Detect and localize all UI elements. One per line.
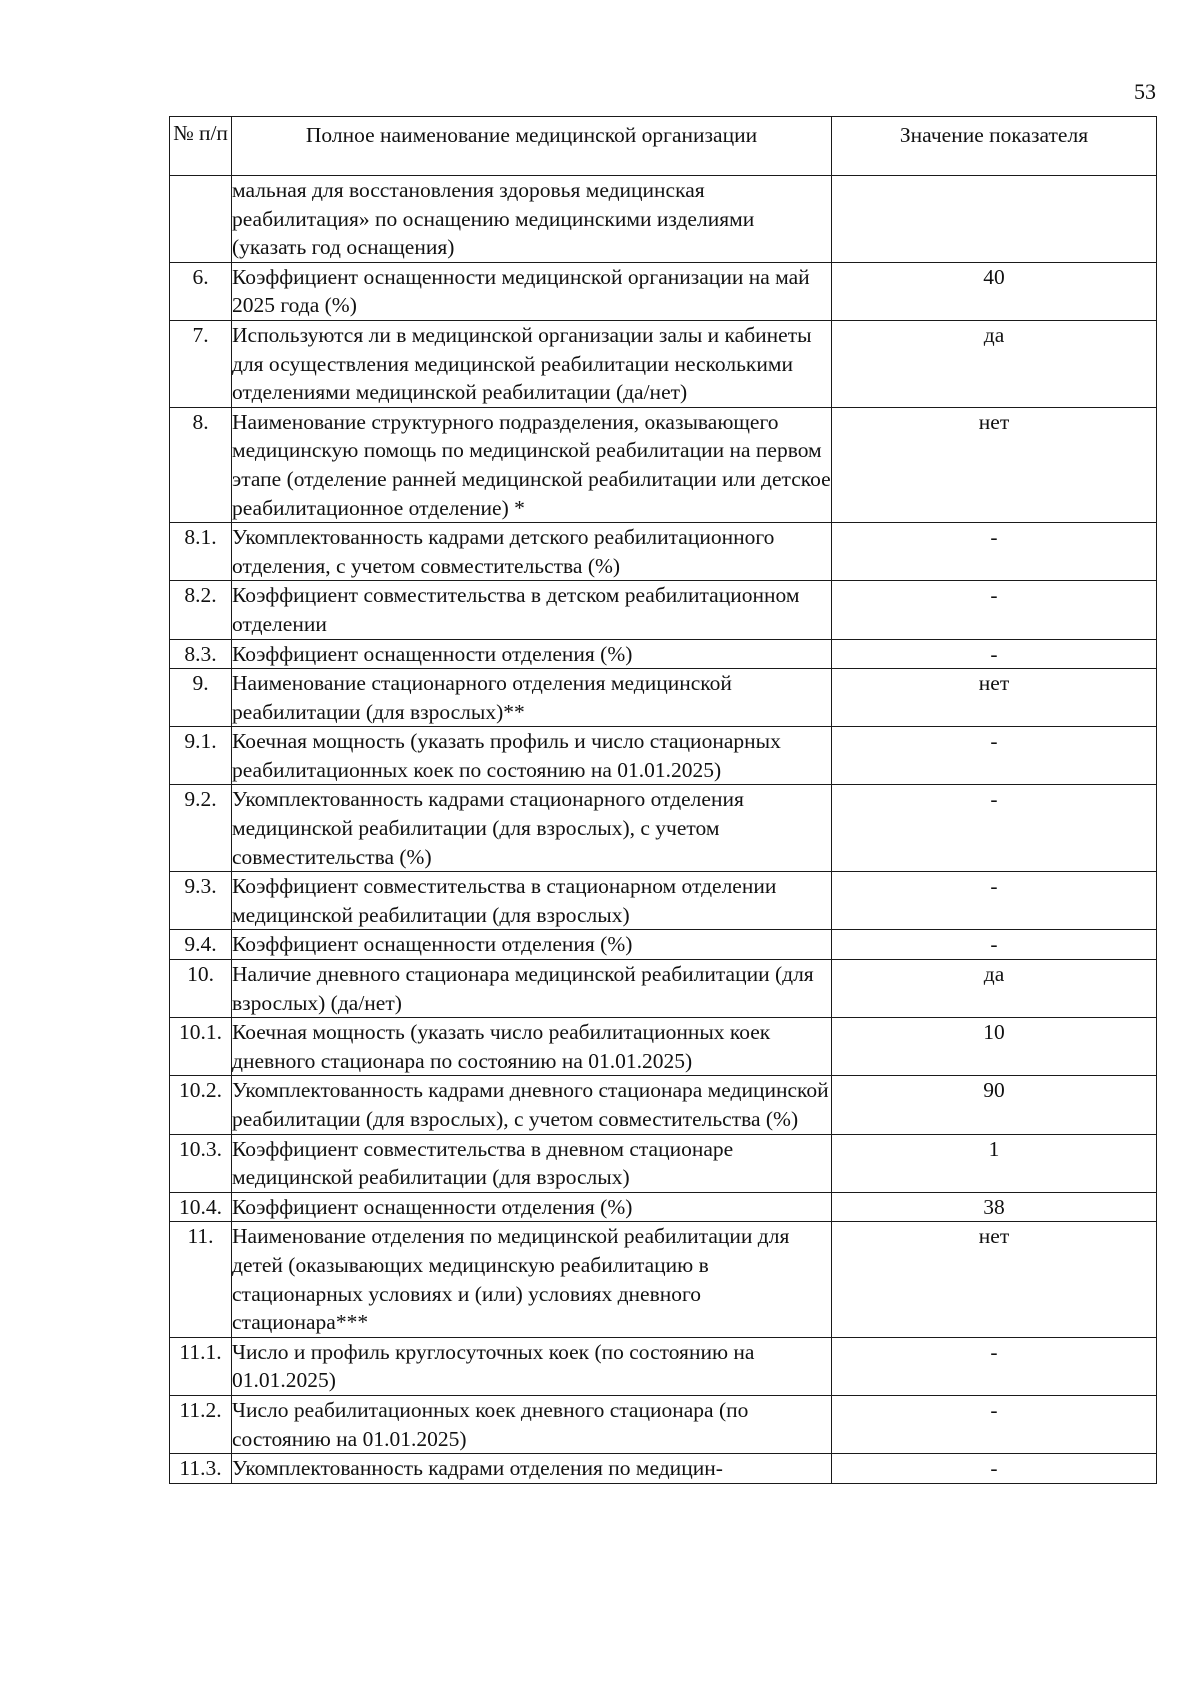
row-number: 7. (170, 320, 232, 407)
row-name: Коечная мощность (указать профиль и число стационарных реабилитационных коек по состоянию на 01.01.2025) (232, 727, 832, 785)
row-value (832, 176, 1157, 263)
row-name: Коэффициент оснащенности отделения (%) (232, 1192, 832, 1222)
row-name: Наименование стационарного отделения медицинской реабилитации (для взрослых)** (232, 669, 832, 727)
row-name: Коечная мощность (указать число реабилитационных коек дневного стационара по состоянию на 01.01.2025) (232, 1018, 832, 1076)
row-name: Укомплектованность кадрами стационарного отделения медицинской реабилитации (для взрослых), с учетом совместительства (%) (232, 785, 832, 872)
table-row (170, 1337, 1157, 1395)
row-name: Наличие дневного стационара медицинской реабилитации (для взрослых) (да/нет) (232, 960, 832, 1018)
row-number: 11.1. (170, 1337, 232, 1395)
row-value: - (832, 639, 1157, 669)
row-value: да (832, 960, 1157, 1018)
indicators-table (169, 116, 1157, 1484)
row-number: 9. (170, 669, 232, 727)
row-value: да (832, 320, 1157, 407)
row-name: Число реабилитационных коек дневного стационара (по состоянию на 01.01.2025) (232, 1395, 832, 1453)
table-row (170, 1454, 1157, 1484)
table-row (170, 1134, 1157, 1192)
row-name: Коэффициент оснащенности отделения (%) (232, 639, 832, 669)
row-value: - (832, 1337, 1157, 1395)
table-row (170, 581, 1157, 639)
table-row (170, 960, 1157, 1018)
table-row (170, 176, 1157, 263)
table-row (170, 727, 1157, 785)
row-number: 10.1. (170, 1018, 232, 1076)
row-name: Коэффициент совместительства в стационарном отделении медицинской реабилитации (для взрослых) (232, 872, 832, 930)
row-number: 9.4. (170, 930, 232, 960)
table-row (170, 407, 1157, 522)
row-number: 10. (170, 960, 232, 1018)
row-number: 8.2. (170, 581, 232, 639)
table-row (170, 930, 1157, 960)
table-row (170, 1222, 1157, 1337)
row-number (170, 176, 232, 263)
row-number: 6. (170, 262, 232, 320)
row-number: 11.3. (170, 1454, 232, 1484)
row-name: Укомплектованность кадрами дневного стационара медицинской реабилитации (для взрослых), с учетом совместительства (%) (232, 1076, 832, 1134)
table-row (170, 1076, 1157, 1134)
row-value: 90 (832, 1076, 1157, 1134)
table-row (170, 1395, 1157, 1453)
row-name: Используются ли в медицинской организации залы и кабинеты для осуществления медицинской реабилитации несколькими отделениями медицинской реабилитации (да/нет) (232, 320, 832, 407)
row-name: Коэффициент оснащенности отделения (%) (232, 930, 832, 960)
row-value: - (832, 872, 1157, 930)
row-value: - (832, 727, 1157, 785)
row-value: - (832, 1454, 1157, 1484)
row-name: Наименование отделения по медицинской реабилитации для детей (оказывающих медицинскую реабилитацию в стационарных условиях и (или) условиях дневного стационара*** (232, 1222, 832, 1337)
row-name: Укомплектованность кадрами отделения по медицин- (232, 1454, 832, 1484)
row-value: - (832, 1395, 1157, 1453)
table-row (170, 1192, 1157, 1222)
row-name: Число и профиль круглосуточных коек (по состоянию на 01.01.2025) (232, 1337, 832, 1395)
table-row (170, 262, 1157, 320)
row-value: - (832, 523, 1157, 581)
row-value: - (832, 930, 1157, 960)
row-value: нет (832, 1222, 1157, 1337)
row-number: 11. (170, 1222, 232, 1337)
row-name: мальная для восстановления здоровья медицинская реабилитация» по оснащению медицинскими изделиями (указать год оснащения) (232, 176, 832, 263)
table-row (170, 669, 1157, 727)
row-value: 1 (832, 1134, 1157, 1192)
row-number: 10.2. (170, 1076, 232, 1134)
row-name: Укомплектованность кадрами детского реабилитационного отделения, с учетом совместительства (%) (232, 523, 832, 581)
row-number: 10.4. (170, 1192, 232, 1222)
table-row (170, 320, 1157, 407)
row-number: 9.3. (170, 872, 232, 930)
table-row (170, 1018, 1157, 1076)
table-row (170, 872, 1157, 930)
header-organization-name: Полное наименование медицинской организации (232, 117, 832, 176)
row-name: Коэффициент оснащенности медицинской организации на май 2025 года (%) (232, 262, 832, 320)
table-header-row (170, 117, 1157, 176)
row-name: Коэффициент совместительства в детском реабилитационном отделении (232, 581, 832, 639)
row-number: 9.2. (170, 785, 232, 872)
table-row (170, 523, 1157, 581)
row-number: 9.1. (170, 727, 232, 785)
header-number: № п/п (170, 117, 232, 176)
row-number: 8.3. (170, 639, 232, 669)
row-number: 11.2. (170, 1395, 232, 1453)
row-value: 10 (832, 1018, 1157, 1076)
row-value: - (832, 785, 1157, 872)
header-indicator-value: Значение показателя (832, 117, 1157, 176)
row-value: нет (832, 407, 1157, 522)
row-number: 8.1. (170, 523, 232, 581)
row-value: - (832, 581, 1157, 639)
row-name: Коэффициент совместительства в дневном стационаре медицинской реабилитации (для взрослых) (232, 1134, 832, 1192)
row-name: Наименование структурного подразделения, оказывающего медицинскую помощь по медицинской реабилитации на первом этапе (отделение ранней медицинской реабилитации или детское реабилитационное отделение) * (232, 407, 832, 522)
row-value: 40 (832, 262, 1157, 320)
row-number: 10.3. (170, 1134, 232, 1192)
row-value: 38 (832, 1192, 1157, 1222)
row-value: нет (832, 669, 1157, 727)
table-row (170, 639, 1157, 669)
row-number: 8. (170, 407, 232, 522)
table-row (170, 785, 1157, 872)
page-number: 53 (1134, 79, 1156, 104)
